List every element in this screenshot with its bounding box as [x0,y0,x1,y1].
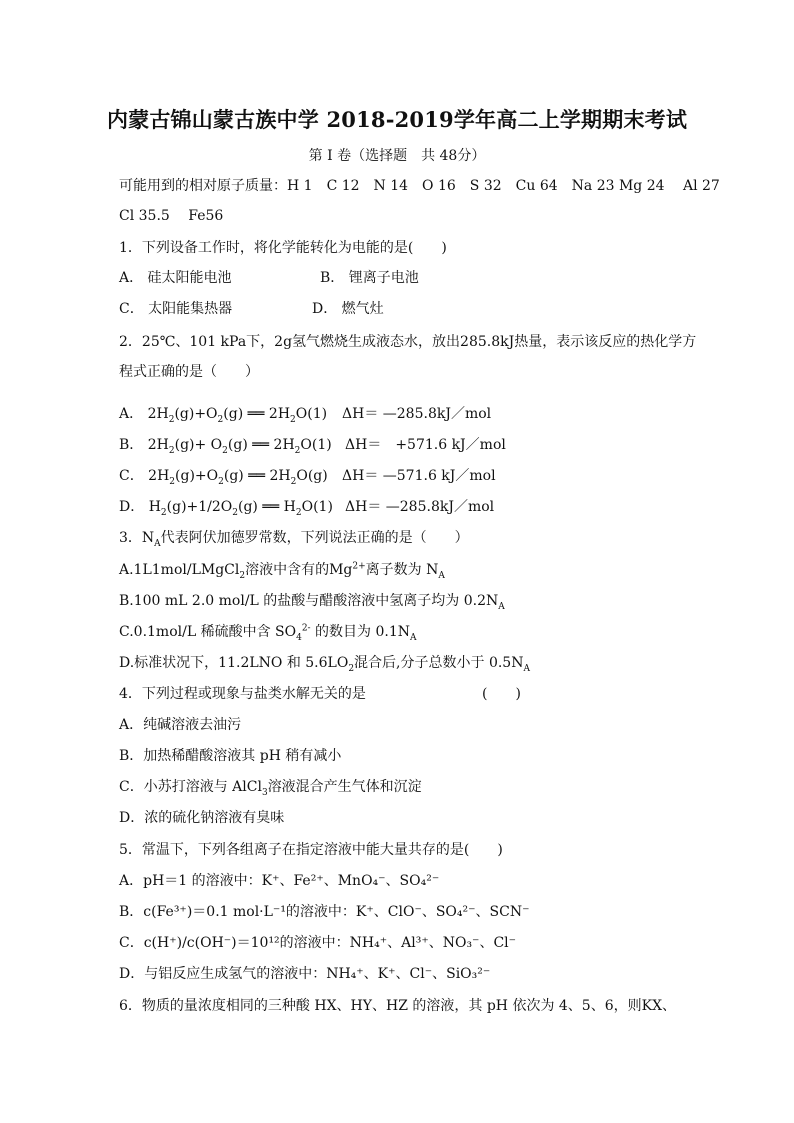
q5-option-d: D．与铝反应生成氢气的溶液中：NH₄⁺、K⁺、Cl⁻、SiO₃²⁻ [119,966,491,982]
q4-c-text-2: 溶液混合产生气体和沉淀 [267,779,422,795]
q2-option-c [119,466,328,486]
q1-stem: 1．下列设备工作时，将化学能转化为电能的是( ) [119,240,447,256]
q5-option-c: C．c(H⁺)/c(OH⁻)＝10¹²的溶液中：NH₄⁺、Al³⁺、NO₃⁻、Cl⁻ [119,935,517,951]
q3-stem-text: 3．N [119,530,155,546]
q3-c-sup: 2- [301,623,311,634]
q2-stem-line-1: 2．25℃、101 kPa下，2g氢气燃烧生成液态水，放出285.8kJ热量，表示该反应的热化学方 [119,334,697,350]
atomic-mass-line-2: Cl 35.5 Fe56 [119,208,224,224]
q5-option-a: A．pH＝1 的溶液中：K⁺、Fe²⁺、MnO₄⁻、SO₄²⁻ [119,873,440,889]
q2-c-label: C． [119,468,144,484]
q3-stem-sub: A [154,538,161,549]
q2-option-b [119,435,332,455]
q4-option-b: B．加热稀醋酸溶液其 pH 稍有减小 [119,748,342,764]
q2-option-d [119,497,333,517]
q2-b-label: B． [119,437,144,453]
q4-option-d: D．浓的硫化钠溶液有臭味 [119,810,285,826]
q3-a-sub-2: A [438,570,445,581]
q3-b-sub: A [498,601,505,612]
q2-c-dh: ΔH＝ —571.6 kJ／mol [342,468,496,484]
q2-c-equation: $2H_2(g)+O_2(g)$ ══ $2H_2O(g)$ [148,468,328,487]
q2-a-label: A． [119,406,144,422]
q3-d-text-2: 混合后,分子总数小于 0.5N [354,655,524,671]
q4-option-a: A．纯碱溶液去油污 [119,717,242,733]
q2-d-dh: ΔH＝ —285.8kJ／mol [345,499,495,515]
exam-title: 内蒙古锦山蒙古族中学 2018-2019学年高二上学期期末考试 [106,107,688,132]
q4-c-sub: 3 [261,787,268,798]
q3-option-c [119,622,417,642]
q2-a-dh: ΔH＝ —285.8kJ／mol [342,406,492,422]
q1-option-a: A． 硅太阳能电池 [119,270,232,286]
q3-d-text: D.标准状况下，11.2LNO 和 5.6LO [119,655,349,671]
q3-c-sub: 4 [296,632,302,643]
q3-stem [119,528,469,548]
q5-stem: 5．常温下，下列各组离子在指定溶液中能大量共存的是( ) [119,842,503,858]
q2-stem-line-2: 程式正确的是（ ） [119,364,259,380]
q1-option-d: D． 燃气灶 [312,301,384,317]
q3-d-sub: 2 [348,663,355,674]
q2-d-label: D． [119,499,145,515]
q3-a-text-2: 溶液中含有的Mg [245,562,353,578]
q3-a-sub: 2 [239,570,246,581]
q3-b-text: B.100 mL 2.0 mol/L 的盐酸与醋酸溶液中氢离子均为 0.2N [119,593,499,609]
q3-stem-text-2: 代表阿伏加德罗常数，下列说法正确的是（ ） [160,530,469,546]
q4-answer-paren: ( ) [482,686,521,702]
q3-option-a [119,560,445,580]
q4-option-c [119,777,422,797]
q3-a-text: A.1L1mol/LMgCl [119,562,240,578]
q3-option-d [119,653,530,673]
q2-b-dh: ΔH＝ +571.6 kJ／mol [345,437,506,453]
atomic-mass-line-1: 可能用到的相对原子质量：H 1 C 12 N 14 O 16 S 32 Cu 64 Na 23 Mg 24 Al 27 [119,178,720,194]
q6-stem: 6．物质的量浓度相同的三种酸 HX、HY、HZ 的溶液，其 pH 依次为 4、5、6，则KX、 [119,998,677,1014]
q3-c-text-2: 的数目为 0.1N [310,624,411,640]
q1-option-c: C． 太阳能集热器 [119,301,233,317]
q3-c-text: C.0.1mol/L 稀硫酸中含 SO [119,624,297,640]
q2-d-equation: $H_2(g)+1/2O_2(g)$ ══ $H_2O(1)$ [148,499,333,518]
q2-a-equation: $2H_2(g)+O_2(g)$ ══ $2H_2O(1)$ [147,406,328,425]
q2-b-equation: $2H_2(g)+ O_2(g)$ ══ $2H_2O(1)$ [147,437,332,456]
q2-option-a [119,404,327,424]
q4-c-text: C．小苏打溶液与 AlCl [119,779,262,795]
q3-c-sub-2: A [410,632,417,643]
q3-a-text-3: 离子数为 N [365,562,439,578]
q3-d-sub-2: A [523,663,530,674]
q1-option-b: B． 锂离子电池 [320,270,419,286]
q4-stem: 4．下列过程或现象与盐类水解无关的是 [119,686,366,702]
q3-a-sup: 2+ [352,561,366,572]
q5-option-b: B．c(Fe³⁺)＝0.1 mol·L⁻¹的溶液中：K⁺、ClO⁻、SO₄²⁻、SCN⁻ [119,904,530,920]
q3-option-b [119,591,505,611]
section-heading: 第 I 卷（选择题 共 48分） [308,148,486,164]
